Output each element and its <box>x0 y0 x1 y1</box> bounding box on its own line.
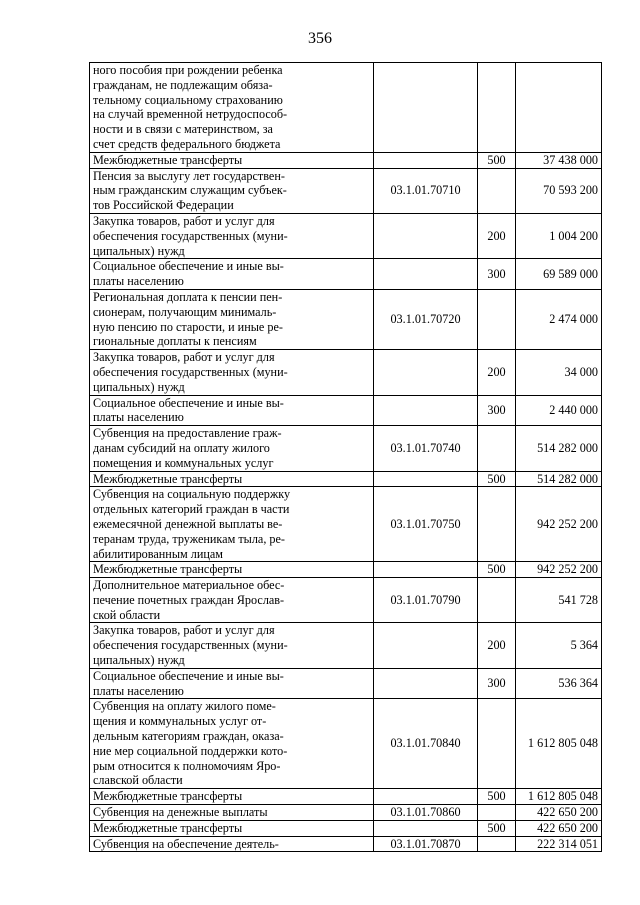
row-description <box>90 820 374 836</box>
table-row <box>90 668 602 699</box>
expense-type-code: 500 <box>478 471 516 487</box>
target-article-code <box>374 213 478 258</box>
row-description <box>90 152 374 168</box>
target-article-code <box>374 820 478 836</box>
target-article-code <box>374 562 478 578</box>
description-line: отдельных категорий граждан в части <box>93 502 290 517</box>
table-row <box>90 63 602 153</box>
target-article-code: 03.1.01.70860 <box>374 805 478 821</box>
table-row <box>90 213 602 258</box>
target-article-code <box>374 63 478 153</box>
description-line: ности и в связи с материнством, за <box>93 122 273 137</box>
description-line: Межбюджетные трансферты <box>93 152 243 167</box>
description-line: Социальное обеспечение и иные вы- <box>93 668 284 683</box>
expense-type-code: 500 <box>478 562 516 578</box>
description-line: абилитированным лицам <box>93 546 224 561</box>
amount: 1 612 805 048 <box>516 699 602 789</box>
expense-type-code: 200 <box>478 623 516 668</box>
row-description <box>90 623 374 668</box>
description-line: сионерам, получающим минималь- <box>93 304 277 319</box>
description-line: счет средств федерального бюджета <box>93 136 281 151</box>
target-article-code <box>374 395 478 426</box>
target-article-code <box>374 350 478 395</box>
description-line: ежемесячной денежной выплаты ве- <box>93 516 283 531</box>
amount: 1 612 805 048 <box>516 789 602 805</box>
description-line: данам субсидий на оплату жилого <box>93 440 270 455</box>
description-line: ного пособия при рождении ребенка <box>93 63 283 77</box>
expense-type-code <box>478 487 516 562</box>
description-line: теранам труда, труженикам тыла, ре- <box>93 531 285 546</box>
amount: 34 000 <box>516 350 602 395</box>
expense-type-code <box>478 805 516 821</box>
row-description <box>90 668 374 699</box>
table-row <box>90 259 602 290</box>
description-line: Субвенция на обеспечение деятель- <box>93 836 279 851</box>
description-line: Субвенция на социальную поддержку <box>93 487 291 502</box>
row-description <box>90 63 374 153</box>
row-description <box>90 836 374 852</box>
table-row <box>90 623 602 668</box>
amount: 541 728 <box>516 578 602 623</box>
description-line: Межбюджетные трансферты <box>93 471 243 486</box>
description-line: Закупка товаров, работ и услуг для <box>93 623 275 638</box>
table-row <box>90 426 602 471</box>
description-line: ние мер социальной поддержки кото- <box>93 743 288 758</box>
expense-type-code: 500 <box>478 820 516 836</box>
description-line: Субвенция на предоставление граж- <box>93 426 282 441</box>
expense-type-code: 300 <box>478 668 516 699</box>
description-line: Субвенция на денежные выплаты <box>93 805 268 820</box>
table-row <box>90 578 602 623</box>
row-description <box>90 395 374 426</box>
description-line: тельному социальному страхованию <box>93 92 283 107</box>
description-line: Межбюджетные трансферты <box>93 820 243 835</box>
amount: 1 004 200 <box>516 213 602 258</box>
table-row <box>90 152 602 168</box>
amount <box>516 63 602 153</box>
description-line: дельным категориям граждан, оказа- <box>93 729 284 744</box>
table-row <box>90 789 602 805</box>
table-row <box>90 836 602 852</box>
target-article-code <box>374 259 478 290</box>
description-line: ципальных) нужд <box>93 243 185 258</box>
description-line: Региональная доплата к пенсии пен- <box>93 289 283 304</box>
amount: 422 650 200 <box>516 820 602 836</box>
table-row <box>90 168 602 213</box>
row-description <box>90 259 374 290</box>
amount: 70 593 200 <box>516 168 602 213</box>
description-line: Межбюджетные трансферты <box>93 789 243 804</box>
table-row <box>90 395 602 426</box>
amount: 942 252 200 <box>516 487 602 562</box>
table-row <box>90 699 602 789</box>
expense-type-code: 500 <box>478 152 516 168</box>
description-line: платы населению <box>93 683 184 698</box>
expense-type-code: 200 <box>478 213 516 258</box>
target-article-code: 03.1.01.70740 <box>374 426 478 471</box>
description-line: Межбюджетные трансферты <box>93 562 243 577</box>
description-line: Закупка товаров, работ и услуг для <box>93 350 275 365</box>
description-line: Дополнительное материальное обес- <box>93 578 285 593</box>
amount: 536 364 <box>516 668 602 699</box>
description-line: рым относится к полномочиям Яро- <box>93 758 281 773</box>
row-description <box>90 471 374 487</box>
budget-table <box>89 62 602 852</box>
description-line: ской области <box>93 607 161 622</box>
description-line: платы населению <box>93 410 184 425</box>
table-row <box>90 289 602 349</box>
amount: 222 314 051 <box>516 836 602 852</box>
row-description <box>90 578 374 623</box>
description-line: Закупка товаров, работ и услуг для <box>93 213 275 228</box>
amount: 5 364 <box>516 623 602 668</box>
row-description <box>90 168 374 213</box>
description-line: ципальных) нужд <box>93 653 185 668</box>
target-article-code <box>374 152 478 168</box>
description-line: Социальное обеспечение и иные вы- <box>93 395 284 410</box>
expense-type-code <box>478 426 516 471</box>
description-line: Социальное обеспечение и иные вы- <box>93 259 284 274</box>
table-row <box>90 487 602 562</box>
budget-table-body <box>90 63 602 852</box>
expense-type-code <box>478 699 516 789</box>
target-article-code <box>374 668 478 699</box>
description-line: щения и коммунальных услуг от- <box>93 714 267 729</box>
description-line: печение почетных граждан Ярослав- <box>93 592 285 607</box>
description-line: помещения и коммунальных услуг <box>93 455 274 470</box>
row-description <box>90 350 374 395</box>
amount: 2 440 000 <box>516 395 602 426</box>
expense-type-code: 200 <box>478 350 516 395</box>
amount: 422 650 200 <box>516 805 602 821</box>
row-description <box>90 562 374 578</box>
description-line: Пенсия за выслугу лет государствен- <box>93 168 285 183</box>
row-description <box>90 213 374 258</box>
description-line: обеспечения государственных (муни- <box>93 364 288 379</box>
description-line: платы населению <box>93 274 184 289</box>
expense-type-code: 500 <box>478 789 516 805</box>
row-description <box>90 426 374 471</box>
target-article-code <box>374 471 478 487</box>
expense-type-code <box>478 289 516 349</box>
description-line: гражданам, не подлежащим обяза- <box>93 77 273 92</box>
amount: 69 589 000 <box>516 259 602 290</box>
target-article-code <box>374 623 478 668</box>
amount: 514 282 000 <box>516 471 602 487</box>
description-line: обеспечения государственных (муни- <box>93 638 288 653</box>
page-number: 356 <box>308 30 332 47</box>
table-row <box>90 471 602 487</box>
description-line: ным гражданским служащим субъек- <box>93 183 287 198</box>
description-line: Субвенция на оплату жилого поме- <box>93 699 276 714</box>
description-line: обеспечения государственных (муни- <box>93 228 288 243</box>
description-line: ципальных) нужд <box>93 379 185 394</box>
expense-type-code: 300 <box>478 259 516 290</box>
expense-type-code: 300 <box>478 395 516 426</box>
target-article-code: 03.1.01.70720 <box>374 289 478 349</box>
row-description <box>90 289 374 349</box>
expense-type-code <box>478 63 516 153</box>
amount: 37 438 000 <box>516 152 602 168</box>
row-description <box>90 789 374 805</box>
row-description <box>90 699 374 789</box>
target-article-code: 03.1.01.70870 <box>374 836 478 852</box>
expense-type-code <box>478 168 516 213</box>
row-description <box>90 805 374 821</box>
amount: 2 474 000 <box>516 289 602 349</box>
target-article-code: 03.1.01.70710 <box>374 168 478 213</box>
target-article-code: 03.1.01.70750 <box>374 487 478 562</box>
description-line: гиональные доплаты к пенсиям <box>93 334 257 349</box>
description-line: славской области <box>93 773 183 788</box>
description-line: тов Российской Федерации <box>93 198 234 213</box>
target-article-code: 03.1.01.70840 <box>374 699 478 789</box>
table-row <box>90 820 602 836</box>
amount: 514 282 000 <box>516 426 602 471</box>
table-row <box>90 350 602 395</box>
target-article-code <box>374 789 478 805</box>
table-row <box>90 805 602 821</box>
expense-type-code <box>478 836 516 852</box>
target-article-code: 03.1.01.70790 <box>374 578 478 623</box>
description-line: на случай временной нетрудоспособ- <box>93 107 288 122</box>
table-row <box>90 562 602 578</box>
expense-type-code <box>478 578 516 623</box>
amount: 942 252 200 <box>516 562 602 578</box>
row-description <box>90 487 374 562</box>
description-line: ную пенсию по старости, и иные ре- <box>93 319 283 334</box>
